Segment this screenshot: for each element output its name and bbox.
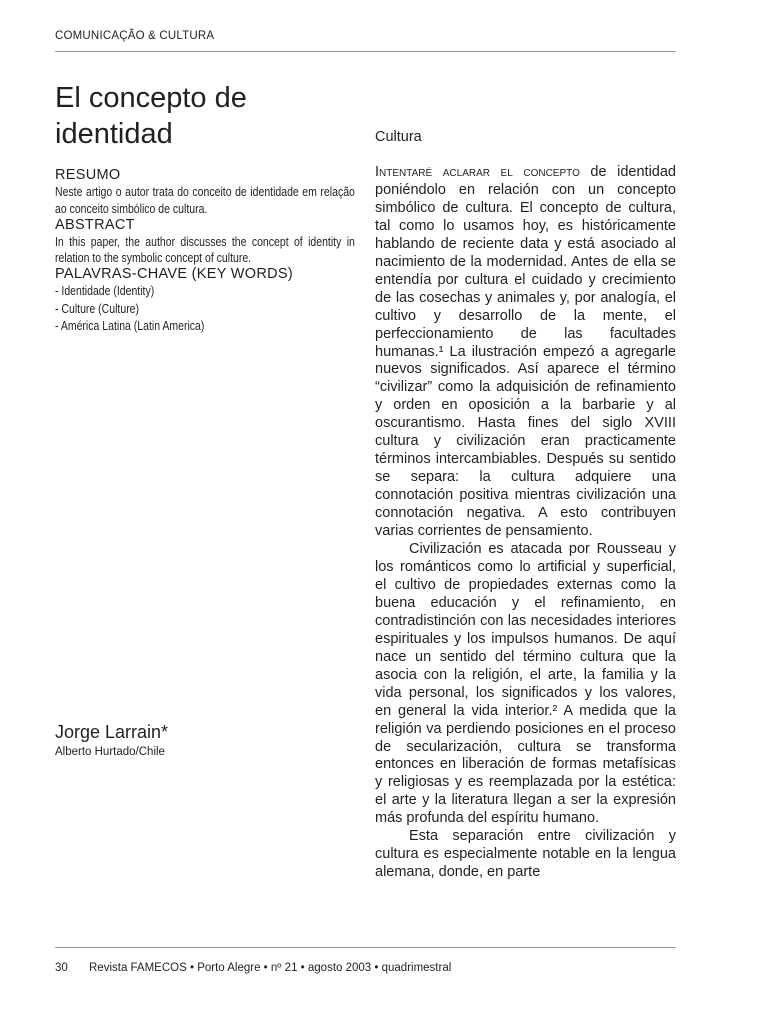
keyword-item: - Culture (Culture) [55,301,140,316]
resumo-text: Neste artigo o autor trata do conceito de identidade em relação ao conceito simbólico de cultura. [55,185,355,216]
page-footer [55,961,451,975]
author-name: Jorge Larrain* [55,722,169,742]
journal-citation: Revista FAMECOS • Porto Alegre • nº 21 • agosto 2003 • quadrimestral [89,962,452,974]
keyword-item: - América Latina (Latin America) [55,319,205,334]
abstract-text: In this paper, the author discusses the concept of identity in relation to the symbolic concept of culture. [55,234,355,266]
keywords-list [55,283,309,336]
body-paragraph-3: Esta separación entre civilización y cultura es especialmente notable en la lengua alemana, donde, en parte [375,828,676,881]
lead-in-text: Intentaré aclarar el concepto [375,164,580,180]
resumo-heading: RESUMO [55,167,121,183]
abstract-heading: ABSTRACT [55,216,135,233]
header-divider [55,51,676,52]
article-title [55,80,357,152]
body-paragraph-2: Civilización es atacada por Rousseau y los románticos como lo artificial y superficial, el cultivo de propiedades externas como la buena educación y el refinamiento, en contradistinción con las necesidades interiores espirituales y los impulsos humanos. De aquí nace un sentido del término cultura que la asocia con la religión, el arte, la familia y la vida personal, los significados y los valores, en general la vida interior.² A medida que la religión va perdiendo posiciones en el proceso de secularización, cultura se transforma entonces en liberación de formas metafísicas y religiosas y es reemplazada por la estética: el arte y la literatura llegan a ser la expresión más profunda del espíritu humano. [375,541,676,827]
footer-divider [55,947,676,948]
keywords-heading: PALAVRAS-CHAVE (KEY WORDS) [55,266,293,283]
paragraph-1-text: de identidad poniéndolo en relación con un concepto simbólico de cultura. El concepto de cultura, tal como lo usamos hoy, es históricamente hablando de reciente data y está asociado al nacimiento de la modernidad. Antes de ella se entendía por cultura el cuidado y crecimiento de las cosechas y animales y, por analogía, el cultivo y desarrollo de la mente, el perfeccionamiento de las facultades humanas.¹ La ilustración empezó a agregarle nuevos significados. Así aparece el término “civilizar” como la adquisición de refinamiento y orden en oposición a la barbarie y al oscurantismo. Hasta fines del siglo XVIII cultura y civilización eran practicamente términos intercambiables. Después su sentido se separa: la cultura adquiere una connotación positiva mientras civilización una connotación negativa. A esto contribuyen varias corrientes de pensamiento. [375,164,676,540]
title-line-1: El concepto de [55,82,247,114]
page-number: 30 [55,962,68,974]
front-matter-column [55,80,357,336]
keywords-section [55,265,357,336]
resumo-section [55,166,357,218]
body-paragraph-1 [375,164,676,541]
author-affiliation: Alberto Hurtado/Chile [55,746,165,758]
abstract-section [55,216,357,268]
article-body-column [375,128,676,882]
running-header: COMUNICAÇÃO & CULTURA [55,30,215,42]
keyword-item: - Identidade (Identity) [55,284,155,299]
author-block [55,720,357,760]
section-label: Cultura [375,129,422,145]
title-line-2: identidad [55,118,173,150]
